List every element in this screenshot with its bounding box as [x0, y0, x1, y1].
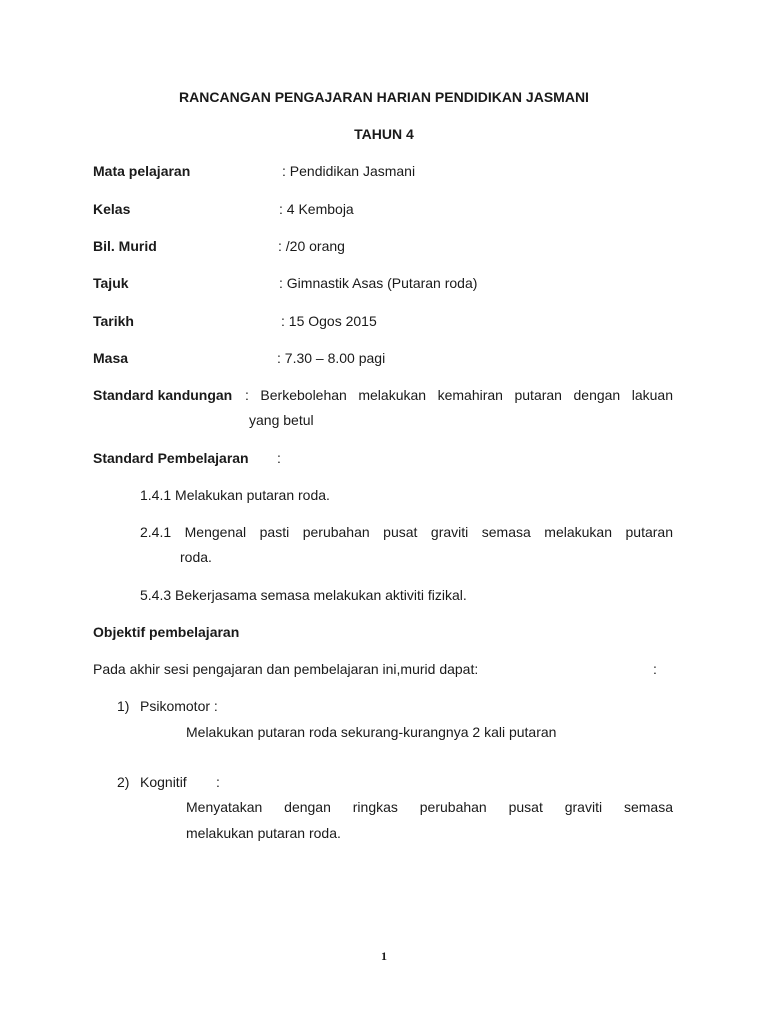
objektif-item-2-desc-line2: melakukan putaran roda. — [186, 825, 341, 841]
standard-kandungan-text-line2: yang betul — [249, 412, 314, 428]
info-value-masa: : 7.30 – 8.00 pagi — [277, 350, 386, 366]
objektif-item-1-title: Psikomotor : — [140, 698, 218, 714]
objektif-item-2-title: Kognitif — [140, 774, 187, 790]
info-label-bil-murid: Bil. Murid — [93, 238, 157, 254]
info-label-kelas: Kelas — [93, 201, 131, 217]
info-value-mata-pelajaran: : Pendidikan Jasmani — [282, 163, 416, 179]
objektif-item-2-desc-line1: Menyatakan dengan ringkas perubahan pusat graviti semasa — [186, 799, 673, 815]
info-label-masa: Masa — [93, 350, 129, 366]
standard-kandungan-label: Standard kandungan — [93, 387, 233, 403]
objektif-label: Objektif pembelajaran — [93, 624, 240, 640]
standard-pembelajaran-item-2-line1: 2.4.1 Mengenal pasti perubahan pusat graviti semasa melakukan putaran — [140, 524, 673, 540]
standard-pembelajaran-label: Standard Pembelajaran — [93, 450, 249, 466]
document-title: RANCANGAN PENGAJARAN HARIAN PENDIDIKAN JASMANI — [179, 89, 589, 105]
info-value-bil-murid: : /20 orang — [278, 238, 345, 254]
info-label-mata-pelajaran: Mata pelajaran — [93, 163, 191, 179]
document-subtitle-year: TAHUN 4 — [354, 126, 414, 142]
info-value-tarikh: : 15 Ogos 2015 — [281, 313, 377, 329]
info-label-tajuk: Tajuk — [93, 275, 129, 291]
objektif-item-2-marker: 2) — [117, 774, 130, 790]
objektif-item-1-desc: Melakukan putaran roda sekurang-kurangnya 2 kali putaran — [186, 724, 557, 740]
info-value-kelas: : 4 Kemboja — [279, 201, 354, 217]
standard-kandungan-text-line1: : Berkebolehan melakukan kemahiran putaran dengan lakuan — [245, 387, 673, 403]
standard-pembelajaran-colon: : — [277, 450, 281, 466]
objektif-item-2-colon: : — [216, 774, 220, 790]
info-label-tarikh: Tarikh — [93, 313, 134, 329]
objektif-intro: Pada akhir sesi pengajaran dan pembelajaran ini,murid dapat: — [93, 661, 479, 677]
page-number: 1 — [381, 949, 387, 963]
standard-pembelajaran-item-2-line2: roda. — [180, 549, 212, 565]
standard-pembelajaran-item-3: 5.4.3 Bekerjasama semasa melakukan aktiviti fizikal. — [140, 587, 467, 603]
info-value-tajuk: : Gimnastik Asas (Putaran roda) — [279, 275, 478, 291]
objektif-intro-colon: : — [653, 661, 657, 677]
objektif-item-1-marker: 1) — [117, 698, 130, 714]
standard-pembelajaran-item-1: 1.4.1 Melakukan putaran roda. — [140, 487, 330, 503]
